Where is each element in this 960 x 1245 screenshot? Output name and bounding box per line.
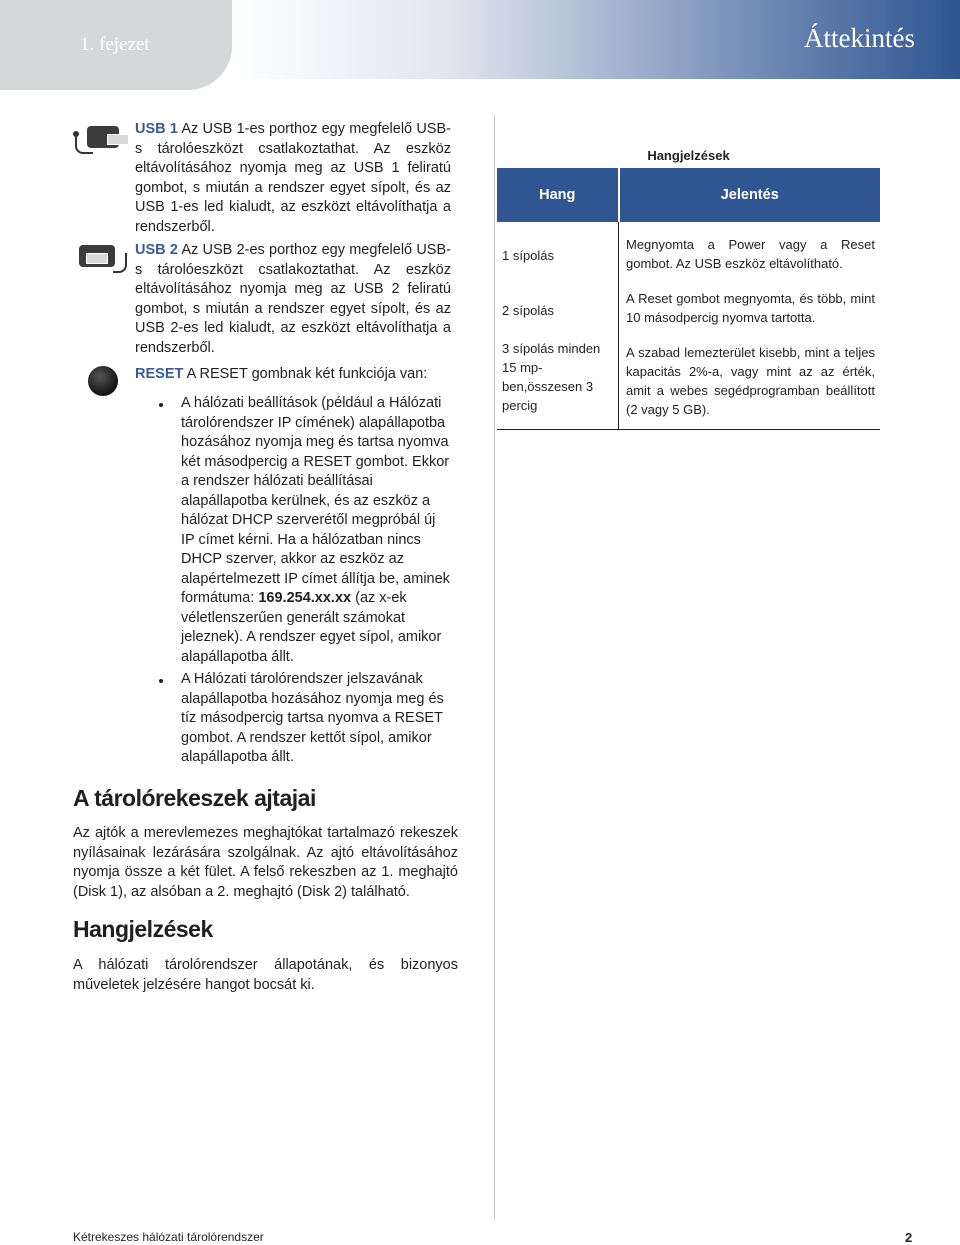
reset-intro-text: A RESET gombnak két funkciója van: — [186, 366, 428, 382]
table-row — [497, 222, 880, 279]
reset-bullet-1-text-b: (az x-ek véletlenszerűen generált számokat jeleznek). A rendszer egyet sípol, amikor alapállapotba állt. — [181, 590, 442, 665]
usb2-description — [135, 241, 451, 358]
chapter-tab — [0, 0, 232, 90]
doors-heading: A tárolórekeszek ajtajai — [73, 785, 316, 811]
reset-label: RESET — [135, 366, 184, 382]
reset-bullet-1 — [181, 394, 451, 667]
cell-meaning: A Reset gombot megnyomta, és több, mint 10 másodpercig nyomva tartotta. — [626, 291, 875, 325]
column-header-meaning: Jelentés — [619, 168, 881, 222]
sounds-text: A hálózati tárolórendszer állapotának, és bizonyos műveletek jelzésére hangot bocsát ki. — [73, 957, 458, 993]
reset-bullet-2-text: A Hálózati tárolórendszer jelszavának alapállapotba hozásához nyomja meg és tíz másodpercig tartsa nyomva a RESET gombot. A rendszer kettőt sípol, amikor alapállapotba állt. — [181, 671, 444, 765]
doors-text: Az ajtók a merevlemezes meghajtókat tartalmazó rekeszek nyílásainak lezárására szolgálnak. Az ajtó eltávolításához nyomja össze a két fület. A felső rekeszben az 1. meghajtó (Disk 1), az alsóban a 2. meghajtó (Disk 2) található. — [73, 825, 458, 900]
usb1-label: USB 1 — [135, 121, 178, 137]
cell-sound: 3 sípolás minden 15 mp-ben,összesen 3 percig — [497, 333, 619, 430]
cell-sound: 1 sípolás — [497, 222, 619, 279]
table-row — [497, 279, 880, 333]
title-banner — [236, 0, 960, 79]
table-row — [497, 333, 880, 430]
reset-bullet-1-text-a: A hálózati beállítások (például a Hálózati tárolórendszer IP címének) alapállapotba hozásához nyomja meg és tartsa nyomva két másodpercig a RESET gombot. Ekkor a rendszer hálózati beállításai alapállapotba kerülnek, és az eszköz a hálózat DHCP szerverétől megpróbál új IP címet kérni. Ha a hálózatban nincs DHCP szerver, akkor az eszköz az alapértelmezett IP címet állítja be, aminek formátuma: — [181, 395, 450, 606]
usb2-text: Az USB 2-es porthoz egy megfelelő USB-s tárolóeszközt csatlakoztathat. Az eszköz eltávolításához nyomja meg az USB 2 feliratú gombot, s miután a rendszer egyet sípolt, és az USB 2-es led kialudt, az eszközt eltávolíthatja a rendszerből. — [135, 242, 451, 356]
column-divider — [494, 115, 495, 1220]
page-title: Áttekintés — [804, 23, 915, 53]
reset-button-icon — [88, 366, 118, 396]
usb1-text: Az USB 1-es porthoz egy megfelelő USB-s tárolóeszközt csatlakoztathat. Az eszköz eltávolításához nyomja meg az USB 1 feliratú gombot, s miután a rendszer egyet sípolt, és az USB 1-es led kialudt, az eszközt eltávolíthatja a rendszerből. — [135, 121, 451, 235]
cell-meaning: A szabad lemezterület kisebb, mint a teljes kapacitás 2%-a, vagy mint az az érték, amit a webes segédprogramban beállított (2 vagy 5 GB). — [619, 333, 881, 430]
usb-port-icon — [77, 243, 123, 273]
table-title: Hangjelzések — [647, 148, 730, 163]
reset-bullet-2 — [181, 670, 451, 768]
cell-meaning: Megnyomta a Power vagy a Reset gombot. Az USB eszköz eltávolítható. — [626, 237, 875, 271]
footer-product: Kétrekeszes hálózati tárolórendszer — [73, 1230, 264, 1244]
usb2-label: USB 2 — [135, 242, 178, 258]
beep-signals-table — [497, 168, 880, 430]
sounds-heading: Hangjelzések — [73, 916, 213, 942]
bullet-icon — [159, 403, 163, 407]
bullet-icon — [159, 679, 163, 683]
usb1-description — [135, 120, 451, 237]
default-ip: 169.254.xx.xx — [258, 590, 352, 606]
cell-sound: 2 sípolás — [497, 279, 619, 333]
page-number: 2 — [905, 1230, 913, 1245]
column-header-sound: Hang — [497, 168, 619, 222]
chapter-label: 1. fejezet — [80, 34, 150, 55]
reset-intro — [135, 365, 451, 385]
usb-port-icon — [73, 124, 119, 154]
